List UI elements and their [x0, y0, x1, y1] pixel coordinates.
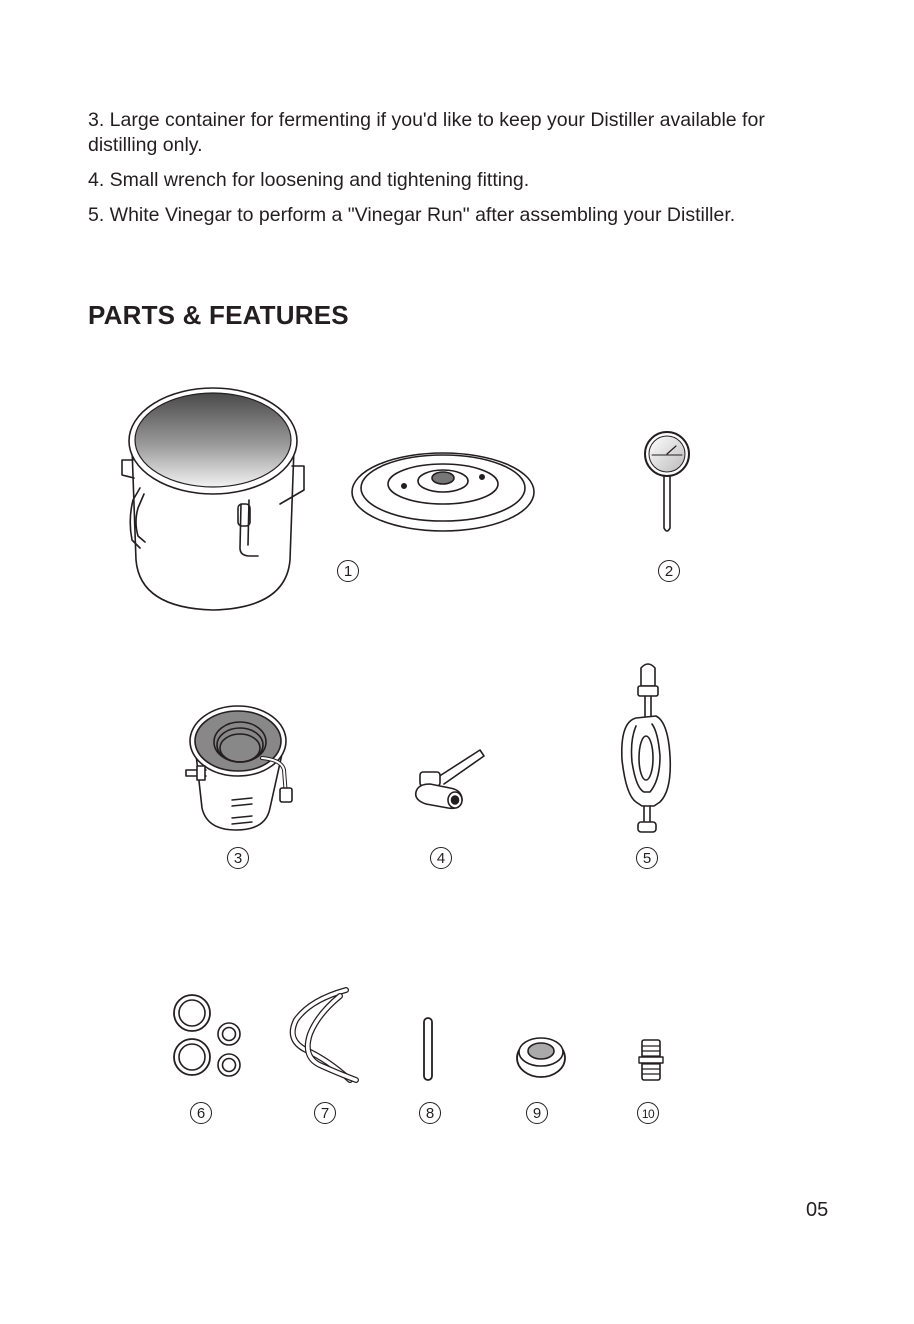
part-number-5: 5 — [636, 847, 658, 869]
part-number-2: 2 — [658, 560, 680, 582]
thermometer-illustration — [645, 432, 689, 531]
condenser-illustration — [186, 706, 292, 830]
part-number-7: 7 — [314, 1102, 336, 1124]
lid-illustration — [352, 453, 534, 531]
part-number-1: 1 — [337, 560, 359, 582]
part-number-10: 10 — [637, 1102, 659, 1124]
grommet-illustration — [517, 1038, 565, 1077]
requirement-item-4: 4. Small wrench for loosening and tightening fitting. — [88, 169, 530, 191]
part-number-6: 6 — [190, 1102, 212, 1124]
valve-illustration — [416, 750, 484, 808]
page-number: 05 — [806, 1199, 829, 1221]
part-number-3: 3 — [227, 847, 249, 869]
part-number-9: 9 — [526, 1102, 548, 1124]
requirement-item-3: 3. Large container for fermenting if you'd like to keep your Distiller available for distilling only. — [88, 109, 765, 156]
part-number-8: 8 — [419, 1102, 441, 1124]
o-rings-illustration — [174, 995, 240, 1076]
airlock-illustration — [622, 664, 671, 832]
pot-illustration — [122, 388, 304, 610]
tube-illustration — [293, 990, 356, 1080]
part-number-4: 4 — [430, 847, 452, 869]
requirement-item-5: 5. White Vinegar to perform a "Vinegar Run" after assembling your Distiller. — [88, 204, 736, 226]
section-title: PARTS & FEATURES — [88, 300, 349, 330]
rod-illustration — [424, 1018, 432, 1080]
fitting-illustration — [639, 1040, 663, 1080]
